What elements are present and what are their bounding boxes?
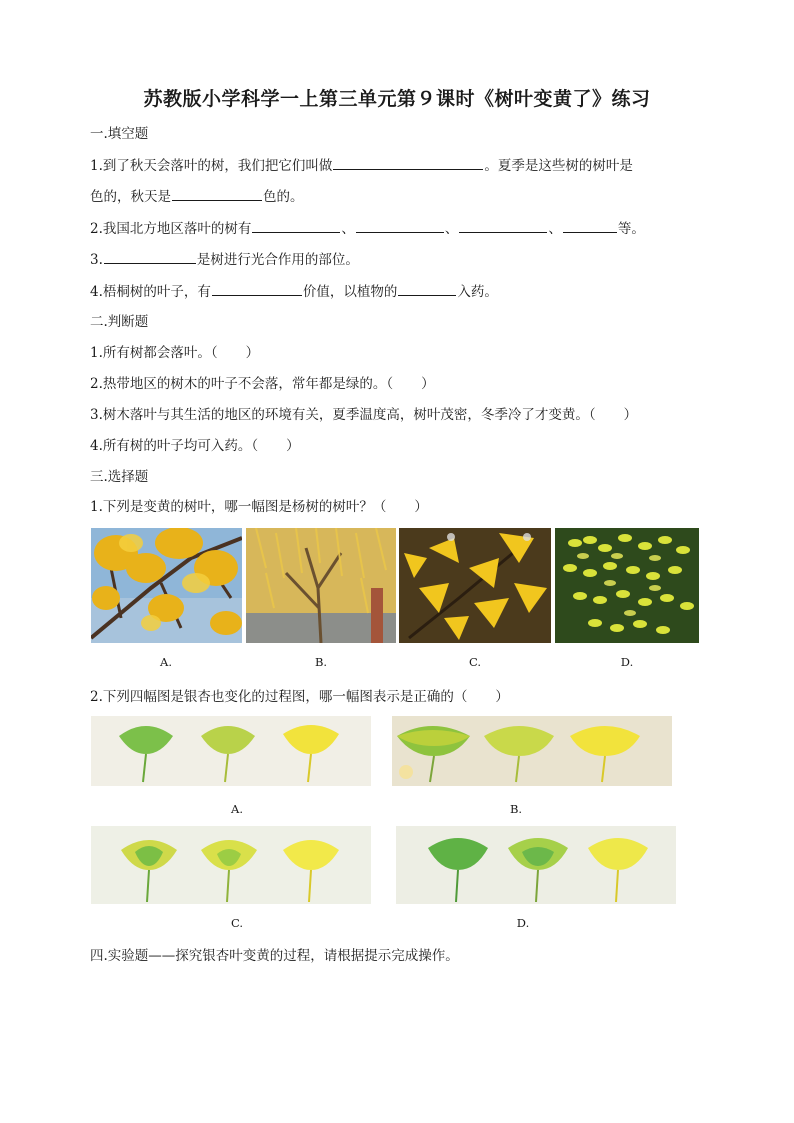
- yellow-leaves-photo-d[interactable]: [555, 528, 699, 643]
- answer-blank[interactable]: [104, 249, 196, 264]
- section3-heading: 三.选择题: [90, 469, 149, 485]
- fill-question-1-line2: 色的，秋天是 色的。: [90, 186, 304, 207]
- judge-question-1: 1.所有树都会落叶。（ ）: [90, 345, 260, 361]
- answer-blank[interactable]: [563, 218, 617, 233]
- answer-blank[interactable]: [398, 281, 456, 296]
- option-label-d: D.: [620, 655, 634, 669]
- answer-blank[interactable]: [212, 281, 302, 296]
- answer-blank[interactable]: [172, 186, 262, 201]
- answer-blank[interactable]: [356, 218, 444, 233]
- choice-question-2: 2.下列四幅图是银杏也变化的过程图，哪一幅图表示是正确的（ ）: [90, 689, 509, 705]
- option-label-c: C.: [468, 655, 482, 669]
- ginkgo-sequence-b[interactable]: [392, 716, 672, 786]
- yellow-leaves-photo-a[interactable]: [91, 528, 242, 643]
- fill-question-3: 3. 是树进行光合作用的部位。: [90, 249, 359, 270]
- answer-blank[interactable]: [459, 218, 547, 233]
- judge-question-4: 4.所有树的叶子均可入药。（ ）: [90, 438, 300, 454]
- ginkgo-sequence-a[interactable]: [91, 716, 371, 786]
- fill-question-2: 2.我国北方地区落叶的树有 、 、 、 等。: [90, 218, 645, 239]
- option-label-a: A.: [231, 802, 243, 816]
- section1-heading: 一.填空题: [90, 126, 149, 142]
- option-label-a: A.: [160, 655, 172, 669]
- answer-blank[interactable]: [252, 218, 340, 233]
- judge-question-2: 2.热带地区的树木的叶子不会落，常年都是绿的。（ ）: [90, 376, 435, 392]
- answer-blank[interactable]: [333, 155, 483, 170]
- option-label-b: B.: [314, 655, 328, 669]
- ginkgo-sequence-c[interactable]: [91, 826, 371, 904]
- section2-heading: 二.判断题: [90, 314, 149, 330]
- option-label-d: D.: [516, 916, 530, 930]
- fill-question-1-line1: 1.到了秋天会落叶的树，我们把它们叫做 。夏季是这些树的树叶是: [90, 155, 633, 176]
- yellow-leaves-photo-b[interactable]: [246, 528, 396, 643]
- option-label-c: C.: [230, 916, 244, 930]
- judge-question-3: 3.树木落叶与其生活的地区的环境有关，夏季温度高，树叶茂密，冬季冷了才变黄。（ ）: [90, 407, 638, 423]
- ginkgo-sequence-d[interactable]: [396, 826, 676, 904]
- choice-question-1: 1.下列是变黄的树叶，哪一幅图是杨树的树叶？（ ）: [90, 499, 428, 515]
- page-title: 苏教版小学科学一上第三单元第９课时《树叶变黄了》练习: [143, 88, 651, 110]
- fill-question-4: 4.梧桐树的叶子，有 价值，以植物的 入药。: [90, 281, 498, 302]
- yellow-leaves-photo-c[interactable]: [399, 528, 551, 643]
- section4-heading: 四.实验题——探究银杏叶变黄的过程，请根据提示完成操作。: [90, 948, 459, 964]
- option-label-b: B.: [509, 802, 523, 816]
